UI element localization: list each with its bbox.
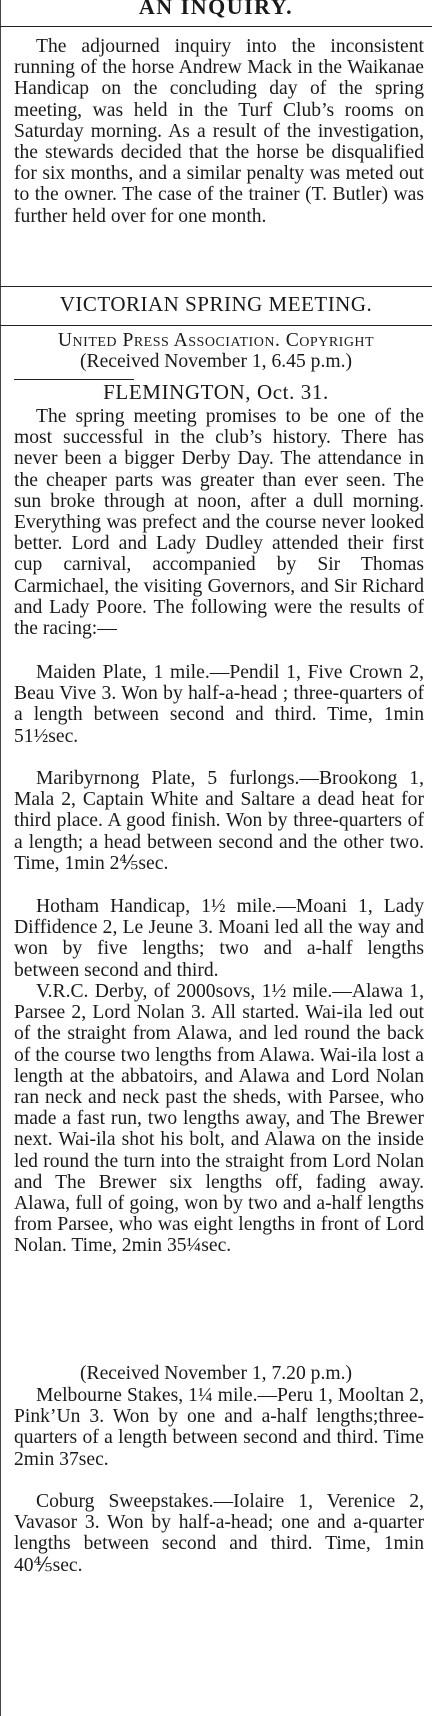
divider: [0, 26, 432, 27]
inquiry-body: The adjourned inquiry into the inconsistent running of the horse Andrew Mack in the Waikanae Handicap on the concluding day of the spring meeting, was held in the Turf Club’s rooms on Saturday morning. As a result of the investigation, the stewards decided that the horse be disqualified for six months, and a similar penalty was meted out to the owner. The case of the trainer (T. Butler) was further held over for one month.: [14, 36, 424, 227]
received-time: (Received November 1, 6.45 p.m.): [79, 351, 353, 372]
result-maiden-plate: Maiden Plate, 1 mile.—Pendil 1, Five Crown 2, Beau Vive 3. Won by half-a-head ; three-quarters of a length between second and third. Time, 1min 51½sec.: [14, 662, 424, 747]
dateline: FLEMINGTON, Oct. 31.: [103, 380, 329, 404]
result-maribyrnong-plate: Maribyrnong Plate, 5 furlongs.—Brookong 1, Mala 2, Captain White and Saltare a dead heat for third place. A good finish. Won by three-quarters of a length; a head between second and the other two. Time, 1min 2⅘sec.: [14, 768, 424, 874]
result-vrc-derby: V.R.C. Derby, of 2000sovs, 1½ mile.—Alawa 1, Parsee 2, Lord Nolan 3. All started. Wai-ila led out of the straight from Alawa, and led round the back of the course two lengths from Alawa. Wai-ila lost a length at the abbatoirs, and Alawa and Lord Nolan ran neck and neck past the sheds, with Parsee, who made a fast run, two lengths away, and The Brewer next. Wai-ila shot his bolt, and Alawa on the inside led round the turn into the straight from Lord Nolan and The Brewer six lengths off, fading away. Alawa, full of going, won by two and a-half lengths from Parsee, who was eight lengths in front of Lord Nolan. Time, 2min 35¼sec.: [14, 981, 424, 1257]
press-credit: United Press Association. Copyright: [57, 330, 375, 351]
result-hotham-handicap: Hotham Handicap, 1½ mile.—Moani 1, Lady Diffidence 2, Le Jeune 3. Moani led all the way and won by five lengths; two and a-half lengths between second and third.: [14, 896, 424, 981]
column-rule: [0, 0, 1, 1716]
divider: [0, 325, 432, 326]
result-melbourne-stakes: Melbourne Stakes, 1¼ mile.—Peru 1, Mooltan 2, Pink’Un 3. Won by one and a-half lengths;three-quarters of a length between second and third. Time 2min 37sec.: [14, 1385, 424, 1470]
divider: [0, 286, 432, 287]
received-time-2: (Received November 1, 7.20 p.m.): [79, 1363, 353, 1384]
headline-inquiry: AN INQUIRY.: [138, 0, 294, 19]
headline-victorian: VICTORIAN SPRING MEETING.: [59, 292, 373, 316]
intro-paragraph: The spring meeting promises to be one of the most successful in the club’s history. There has never been a bigger Derby Day. The attendance in the cheaper parts was greater than ever seen. The sun broke through at noon, after a dull morning. Everything was prefect and the course never looked better. Lord and Lady Dudley attended their first cup carnival, accompanied by Sir Thomas Carmichael, the visiting Governors, and Sir Richard and Lady Poore. The following were the results of the racing:—: [14, 406, 424, 640]
result-coburg-sweepstakes: Coburg Sweepstakes.—Iolaire 1, Verenice 2, Vavasor 3. Won by half-a-head; one and a-quarter lengths between second and third. Time, 1min 40⅘sec.: [14, 1491, 424, 1576]
